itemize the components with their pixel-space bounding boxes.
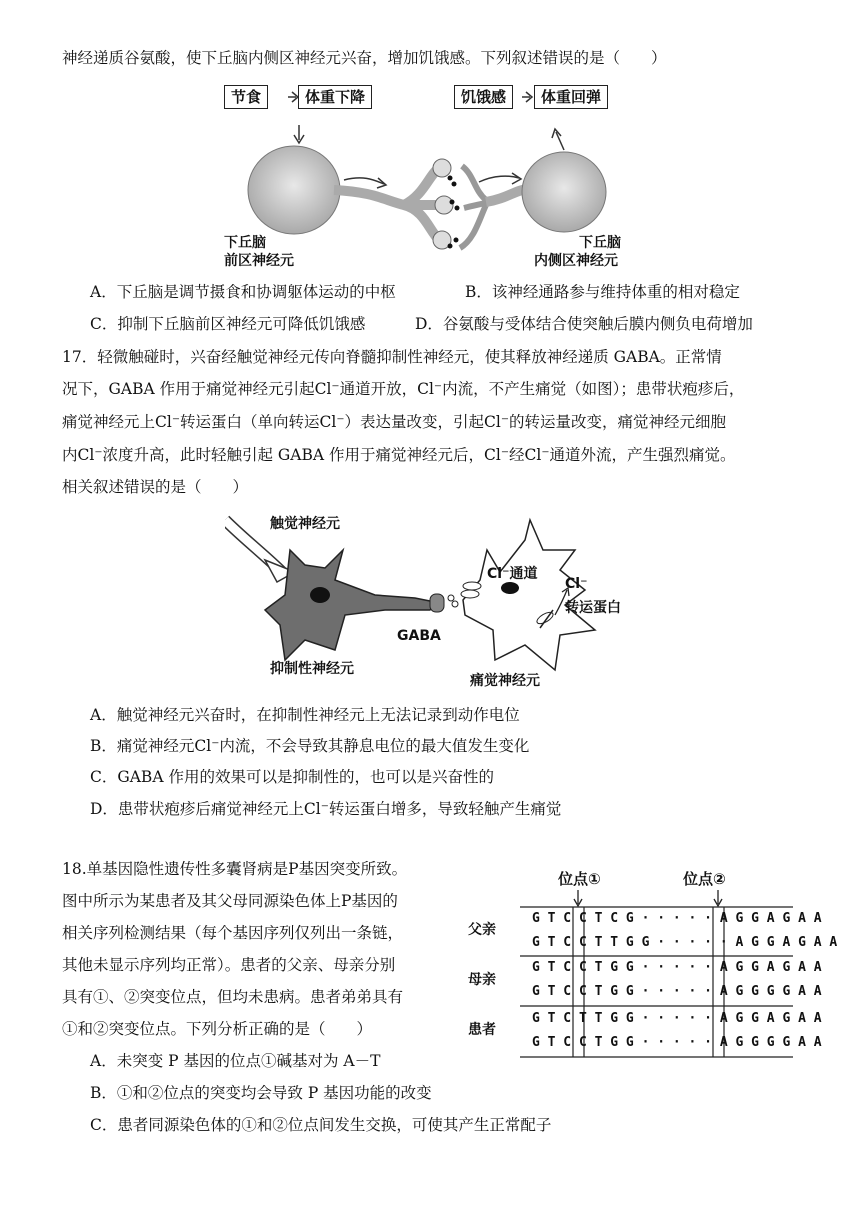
sequence-row: G T C T T G G · · · · · A G G A G A A (532, 1011, 822, 1026)
label-site-2: 位点② (683, 870, 726, 888)
label-mother: 母亲 (468, 972, 496, 988)
q16-option-d: D．谷氨酸与受体结合使突触后膜内侧负电荷增加 (415, 315, 753, 333)
q18-option-c: C．患者同源染色体的①和②位点间发生交换，可使其产生正常配子 (90, 1116, 552, 1134)
sequence-row: G T C C T G G · · · · · A G G G G A A (532, 1035, 822, 1050)
q18-stem-line-3: 相关序列检测结果（每个基因序列仅列出一条链， (62, 924, 404, 942)
label-medial-line1: 下丘脑 (579, 235, 621, 251)
q17-stem-line-2: 况下，GABA 作用于痛觉神经元引起Cl⁻通道开放，Cl⁻内流，不产生痛觉（如图）；患带状疱疹后， (62, 380, 745, 398)
label-father: 父亲 (468, 922, 496, 938)
q17-stem-line-5: 相关叙述错误的是（ ） (62, 478, 249, 496)
sequence-row: G T C C T G G · · · · · A G G A G A A (532, 960, 822, 975)
label-inhibitory-neuron: 抑制性神经元 (270, 661, 354, 677)
q18-stem-line-1: 18.单基因隐性遗传性多囊肾病是P基因突变所致。 (62, 860, 408, 878)
q18-stem-line-5: 具有①、②突变位点，但均未患病。患者弟弟具有 (62, 988, 404, 1006)
figure-sequence-table (468, 866, 838, 1066)
q18-stem-line-4: 其他未显示序列均正常）。患者的父亲、母亲分别 (62, 956, 396, 974)
q17-option-c: C．GABA 作用的效果可以是抑制性的，也可以是兴奋性的 (90, 768, 494, 786)
label-site-1: 位点① (558, 870, 601, 888)
label-touch-neuron: 触觉神经元 (270, 516, 340, 532)
figure-hypothalamus-pathway (224, 80, 644, 275)
q16-option-c: C．抑制下丘脑前区神经元可降低饥饿感 (90, 315, 366, 333)
q18-option-a: A．未突变 P 基因的位点①碱基对为 A－T (90, 1052, 381, 1070)
box-diet: 节食 (224, 85, 268, 109)
sequence-row: G T C C T C G · · · · · A G G A G A A (532, 911, 822, 926)
label-transporter: 转运蛋白 (565, 600, 621, 616)
sequence-row: G T C C T T G G · · · · · A G G A G A A (532, 935, 838, 950)
label-anterior-line1: 下丘脑 (224, 235, 266, 251)
q16-option-a: A．下丘脑是调节摄食和协调躯体运动的中枢 (90, 283, 396, 301)
label-gaba: GABA (397, 628, 441, 644)
box-weight-down: 体重下降 (298, 85, 372, 109)
q17-stem-line-1: 17．轻微触碰时，兴奋经触觉神经元传向脊髓抑制性神经元，使其释放神经递质 GABA。正常情 (62, 348, 722, 366)
label-medial-line2: 内侧区神经元 (534, 253, 618, 269)
q17-option-d: D．患带状疱疹后痛觉神经元上Cl⁻转运蛋白增多，导致轻触产生痛觉 (90, 800, 562, 818)
q17-stem-line-4: 内Cl⁻浓度升高，此时轻触引起 GABA 作用于痛觉神经元后，Cl⁻经Cl⁻通道外流，产生强烈痛觉。 (62, 446, 736, 464)
q17-option-a: A．触觉神经元兴奋时，在抑制性神经元上无法记录到动作电位 (90, 706, 520, 724)
q17-option-b: B．痛觉神经元Cl⁻内流，不会导致其静息电位的最大值发生变化 (90, 737, 530, 755)
label-cl-channel: Cl⁻通道 (487, 566, 538, 582)
q18-stem-line-6: ①和②突变位点。下列分析正确的是（ ） (62, 1020, 373, 1038)
q16-option-b: B．该神经通路参与维持体重的相对稳定 (465, 283, 740, 301)
sequence-row: G T C C T G G · · · · · A G G G G A A (532, 984, 822, 999)
q18-option-b: B．①和②位点的突变均会导致 P 基因功能的改变 (90, 1084, 432, 1102)
label-pain-neuron: 痛觉神经元 (470, 673, 540, 689)
label-cl-ion: Cl⁻ (565, 576, 588, 592)
label-anterior-line2: 前区神经元 (224, 253, 294, 269)
q17-stem-line-3: 痛觉神经元上Cl⁻转运蛋白（单向转运Cl⁻）表达量改变，引起Cl⁻的转运量改变，痛觉神经元细胞 (62, 413, 726, 431)
box-weight-rebound: 体重回弹 (534, 85, 608, 109)
label-patient: 患者 (468, 1022, 496, 1038)
question-16-stem-tail: 神经递质谷氨酸，使下丘脑内侧区神经元兴奋，增加饥饿感。下列叙述错误的是（ ） (62, 49, 667, 67)
box-hunger: 饥饿感 (454, 85, 513, 109)
figure-pain-neuron (225, 510, 625, 690)
q18-stem-line-2: 图中所示为某患者及其父母同源染色体上P基因的 (62, 892, 398, 910)
